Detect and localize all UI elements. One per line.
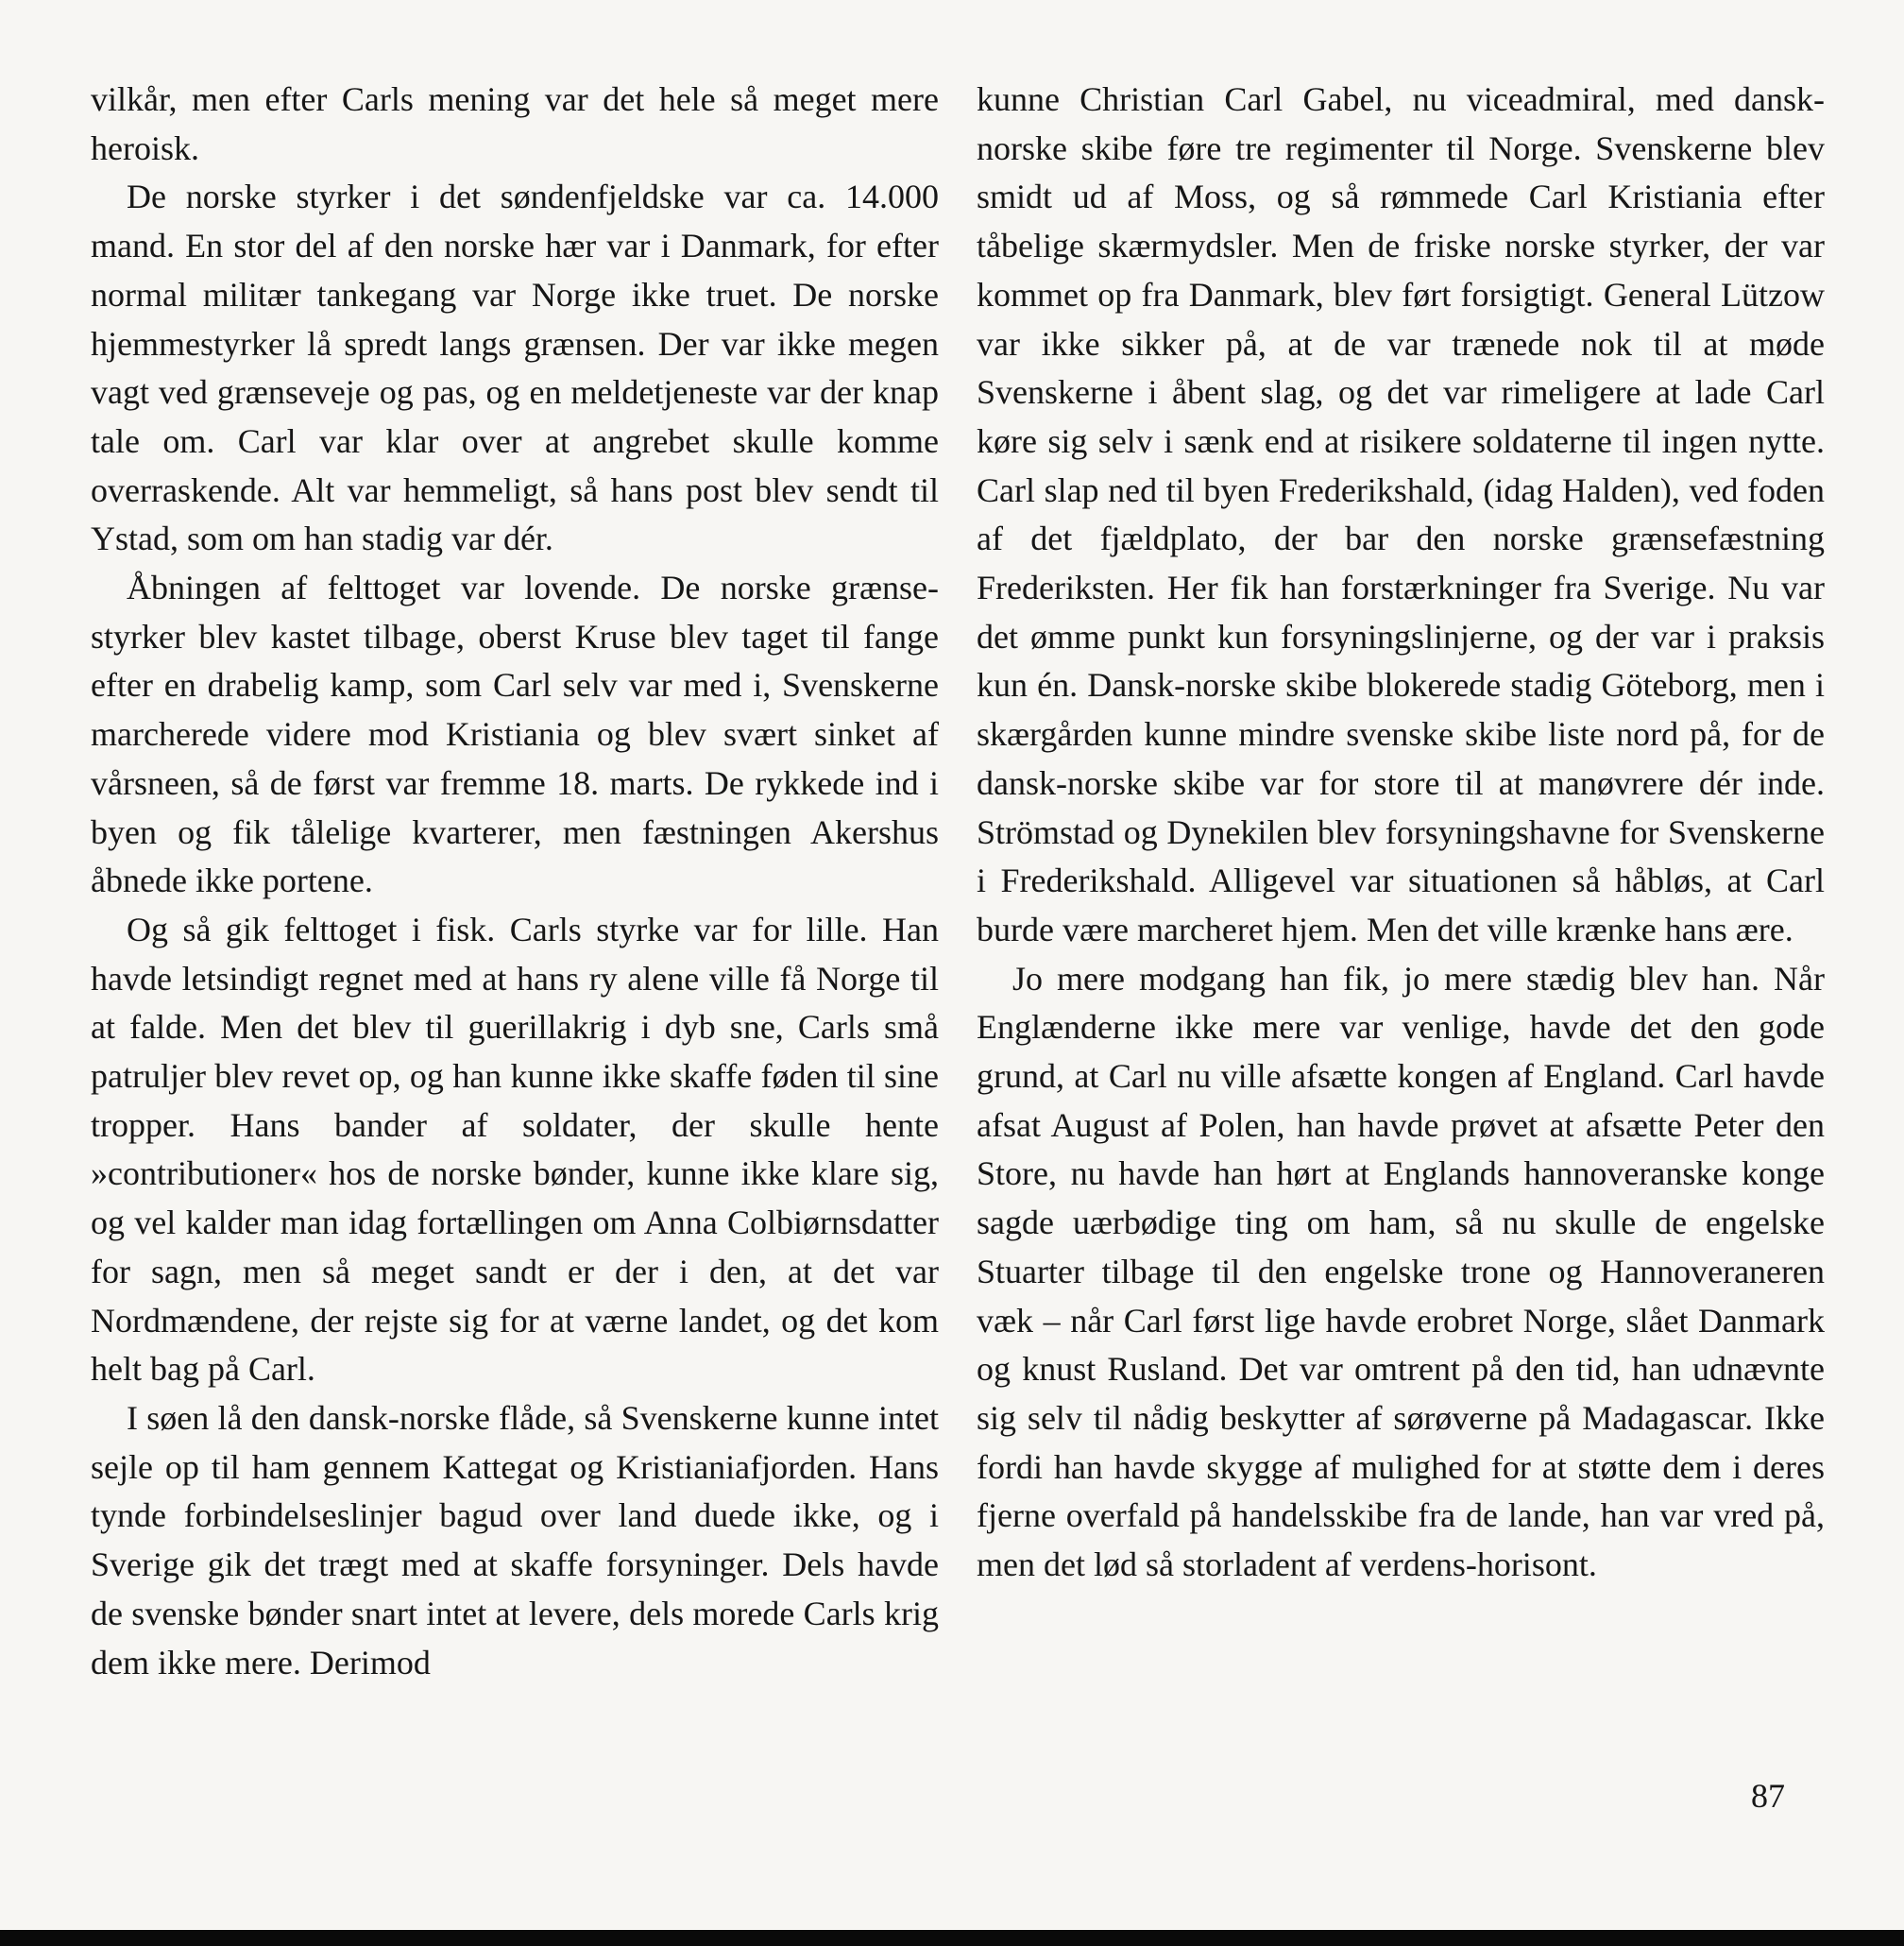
page-number: 87	[1751, 1777, 1785, 1815]
paragraph: I søen lå den dansk-norske flåde, så Svenskerne kunne intet sejle op til ham gennem Kattegat og Kristianiafjorden. Hans tynde forbindelseslinjer bagud over land duede ikke, og i Sverige gik det trægt med at skaffe forsyninger. Dels havde de svenske bønder snart intet at levere, dels morede Carls krig dem ikke mere. Derimod	[91, 1398, 939, 1681]
scan-bottom-edge	[0, 1930, 1904, 1946]
paragraph: Jo mere modgang han fik, jo mere stædig blev han. Når Englænderne ikke mere var venlige, havde det den gode grund, at Carl nu ville afsætte kongen af England. Carl havde afsat August af Polen, han havde prøvet at afsætte Peter den Store, nu havde han hørt at Englands hannoveranske konge sagde uærbødige ting om ham, så nu skulle de engelske Stuarter tilbage til den engelske trone og Hannoveraneren væk – når Carl først lige havde erobret Norge, slået Danmark og knust Rusland. Det var omtrent på den tid, han udnævnte sig selv til nådig beskytter af sørøverne på Madagascar. Ikke fordi han havde skygge af mulighed for at støtte dem i deres fjerne overfald på handelsskibe fra de lande, han var vred på, men det lød så storladent af verdens-horisont.	[977, 959, 1825, 1584]
paragraph: kunne Christian Carl Gabel, nu viceadmiral, med dansk-norske skibe føre tre regimenter til Norge. Svenskerne blev smidt ud af Moss, og så rømmede Carl Kristiania efter tåbelige skærmydsler. Men de friske norske styrker, der var kommet op fra Danmark, blev ført forsigtigt. General Lützow var ikke sikker på, at de var trænede nok til at møde Svenskerne i åbent slag, og det var rimeligere at lade Carl køre sig selv i sænk end at risikere soldaterne til ingen nytte. Carl slap ned til byen Frederikshald, (idag Halden), ved foden af det fjældplato, der bar den norske grænsefæstning Frederiksten. Her fik han forstærkninger fra Sverige. Nu var det ømme punkt kun forsyningslinjerne, og der var i praksis kun én. Dansk-norske skibe blokerede stadig Göteborg, men i skærgården kunne mindre svenske skibe liste nord på, for de dansk-norske skibe var for store til at manøvrere dér inde. Strömstad og Dynekilen blev forsyningshavne for Svenskerne i Frederikshald. Alligevel var situationen så håbløs, at Carl burde være marcheret hjem. Men det ville krænke hans ære.	[977, 80, 1825, 948]
paragraph: vilkår, men efter Carls mening var det hele så meget mere heroisk.	[91, 80, 939, 167]
left-text-column	[91, 76, 939, 1687]
paragraph: Åbningen af felttoget var lovende. De norske grænsestyrker blev kastet tilbage, oberst Kruse blev taget til fange efter en drabelig kamp, som Carl selv var med i, Svenskerne marcherede videre mod Kristiania og blev svært sinket af vårsneen, så de først var fremme 18. marts. De rykkede ind i byen og fik tålelige kvarterer, men fæstningen Akershus åbnede ikke portene.	[91, 569, 939, 900]
paragraph: Og så gik felttoget i fisk. Carls styrke var for lille. Han havde letsindigt regnet med at hans ry alene ville få Norge til at falde. Men det blev til guerillakrig i dyb sne, Carls små patruljer blev revet op, og han kunne ikke skaffe føden til sine tropper. Hans bander af soldater, der skulle hente »contributioner« hos de norske bønder, kunne ikke klare sig, og vel kalder man idag fortællingen om Anna Colbiørnsdatter for sagn, men så meget sandt er der i den, at det var Nordmændene, der rejste sig for at værne landet, og det kom helt bag på Carl.	[91, 910, 939, 1389]
right-text-column	[977, 76, 1825, 1590]
paragraph: De norske styrker i det søndenfjeldske var ca. 14.000 mand. En stor del af den norske hær var i Danmark, for efter normal militær tankegang var Norge ikke truet. De norske hjemmestyrker lå spredt langs grænsen. Der var ikke megen vagt ved grænseveje og pas, og en meldetjeneste var der knap tale om. Carl var klar over at angrebet skulle komme overraskende. Alt var hemmeligt, så hans post blev sendt til Ystad, som om han stadig var dér.	[91, 178, 939, 558]
